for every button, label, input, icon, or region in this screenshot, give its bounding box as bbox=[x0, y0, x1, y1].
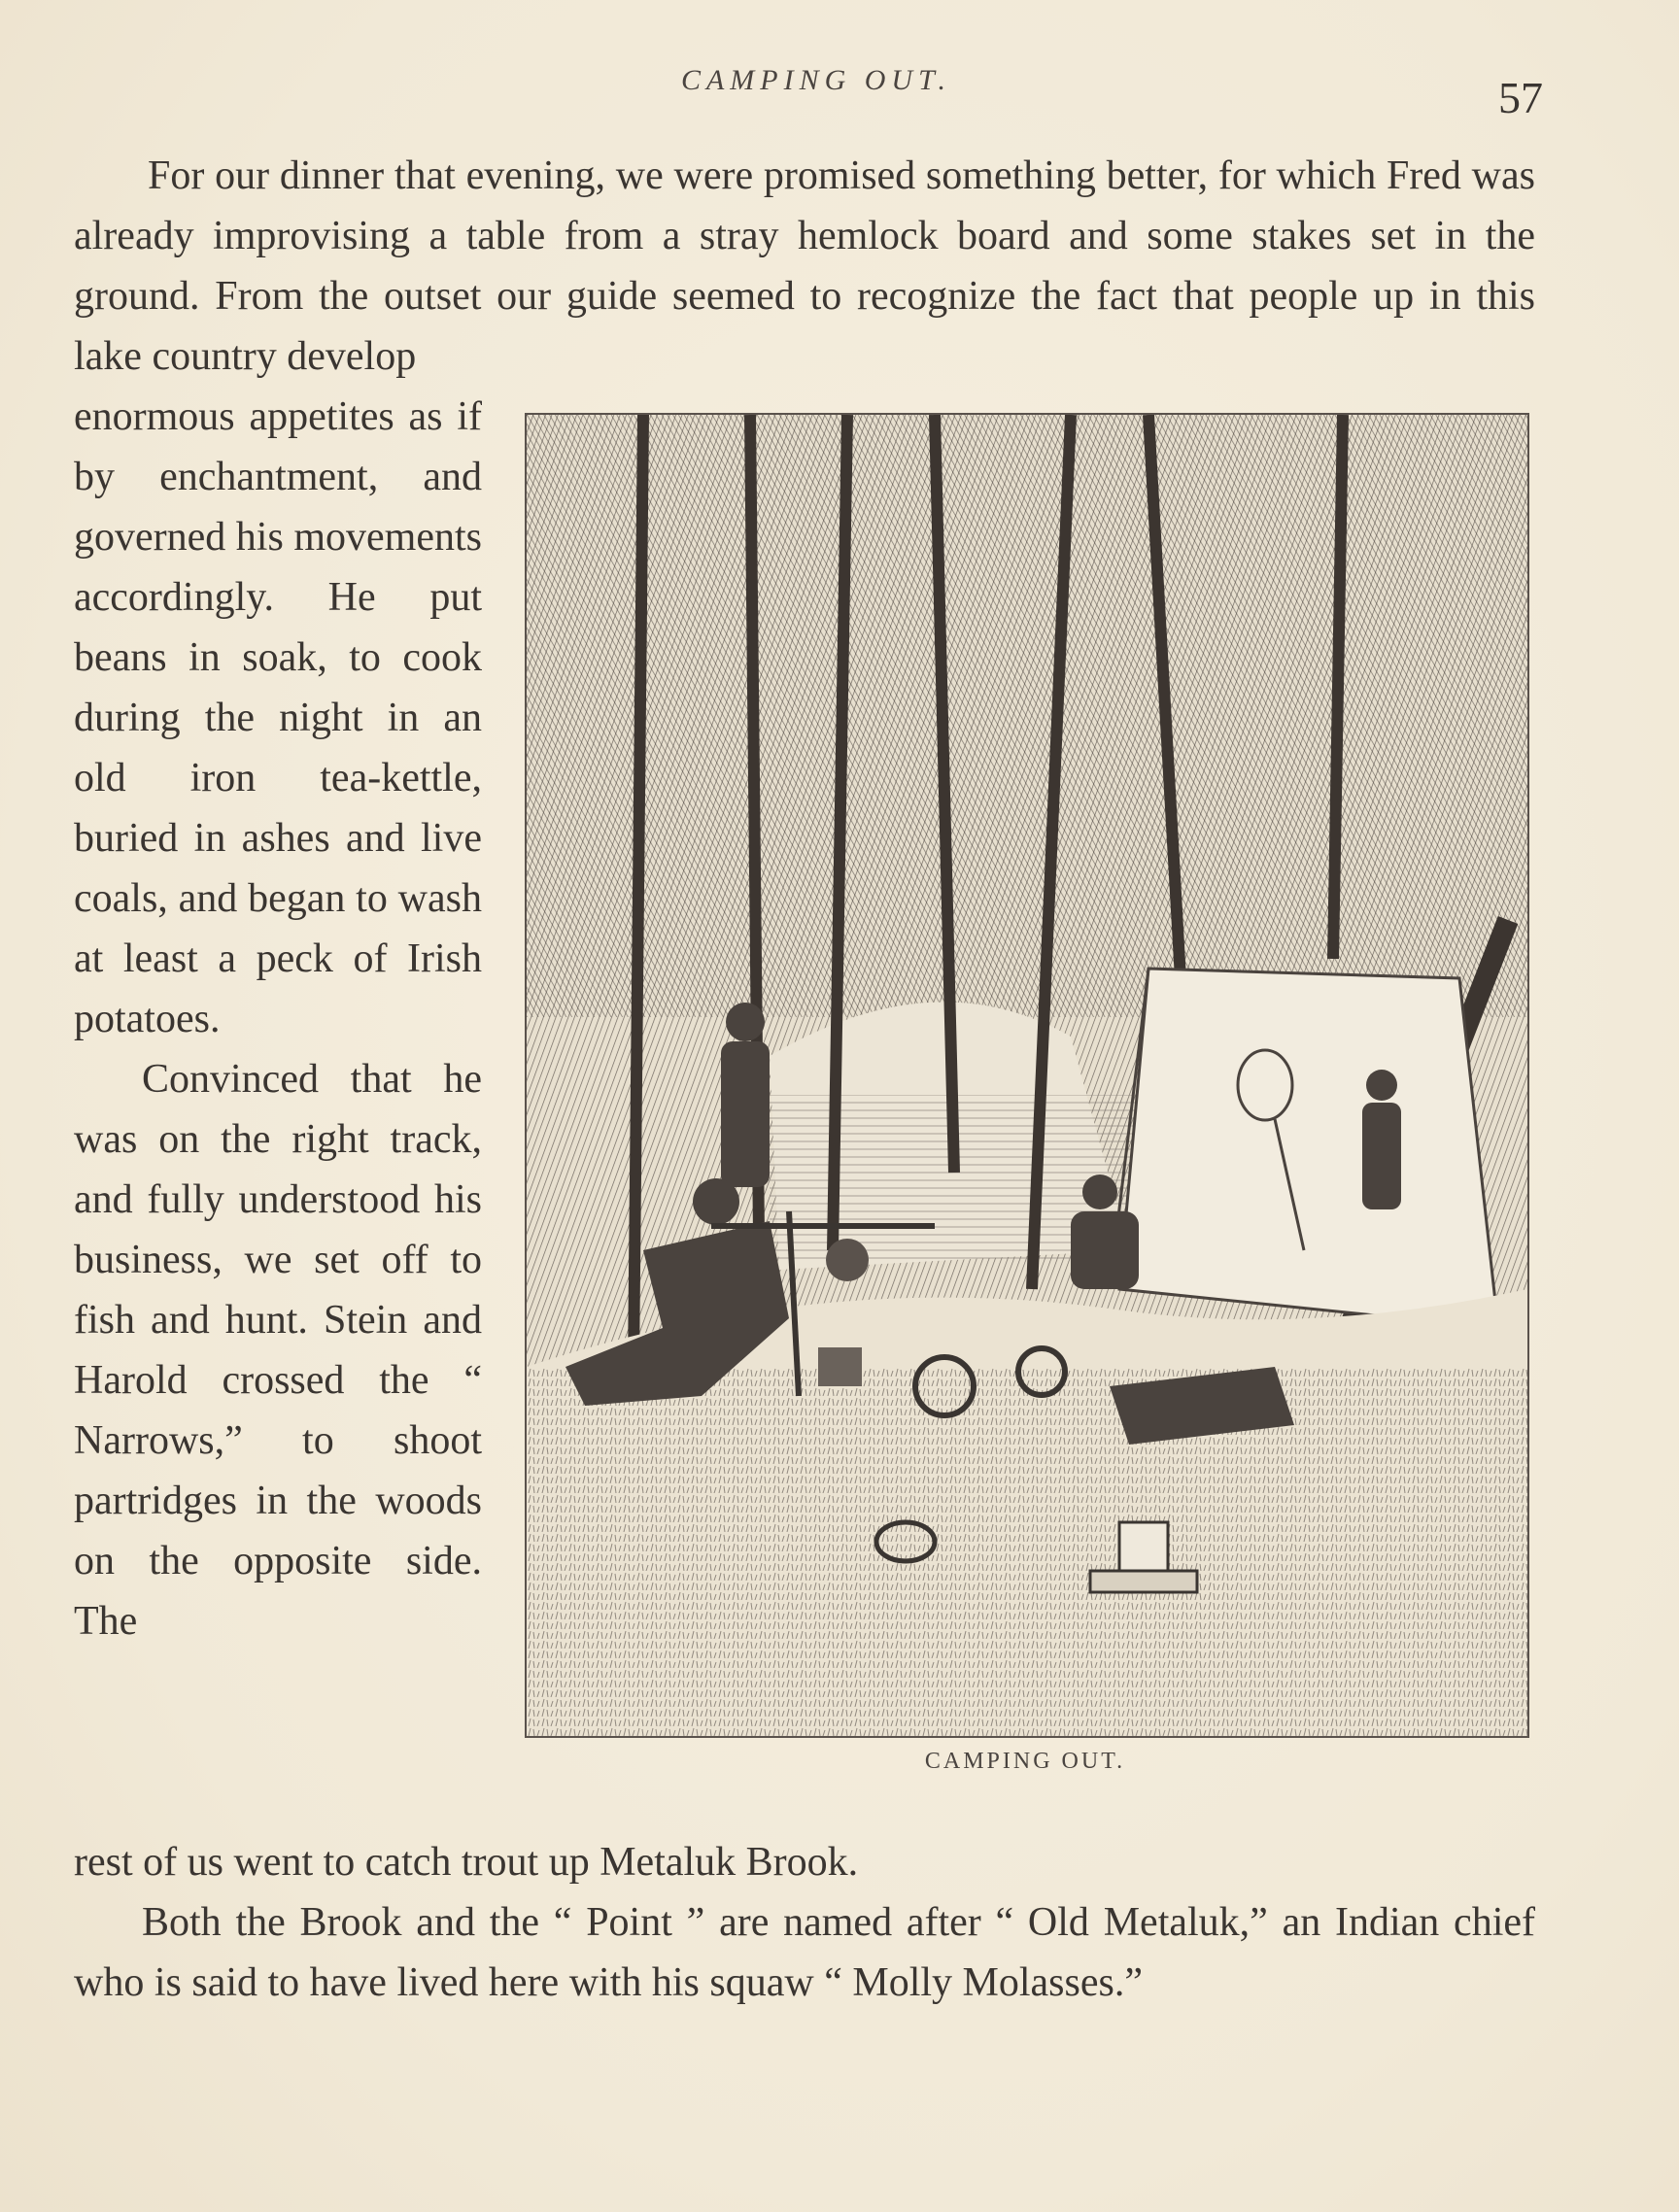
paragraph-2: rest of us went to catch trout up Metaluk Brook. bbox=[74, 1840, 859, 1885]
wrapped-text-column bbox=[74, 387, 482, 1651]
paragraph-3: Both the Brook and the “ Point ” are named after “ Old Metaluk,” an Indian chief who is said to have lived here with his squaw “ Molly Molasses.” bbox=[74, 1900, 1535, 2005]
column-text-1: enormous appetites as if by enchantment, and governed his movements accordingly. He put beans in soak, to cook during the night in an old iron tea-kettle, buried in ashes and live coals, and began to wash at least a peck of Irish potatoes. bbox=[74, 394, 482, 1041]
page-number: 57 bbox=[1498, 73, 1543, 122]
figure-caption: CAMPING OUT. bbox=[924, 1749, 1126, 1774]
column-text-2: Convinced that he was on the right track, and fully understood his business, we set off to fish and hunt. Stein and Harold crossed the “ Narrows,” to shoot partridges in the woods on the opposite side. The bbox=[74, 1057, 482, 1644]
forest-camp-engraving bbox=[527, 415, 1527, 1736]
camping-illustration bbox=[525, 413, 1529, 1738]
running-head: CAMPING OUT. bbox=[680, 64, 952, 96]
paragraph-1: For our dinner that evening, we were promised something better, for which Fred was already improvising a table from a stray hemlock board and some stakes set in the ground. From the outset our guide seemed to recognize the fact that people up in this lake country develop bbox=[74, 153, 1535, 379]
